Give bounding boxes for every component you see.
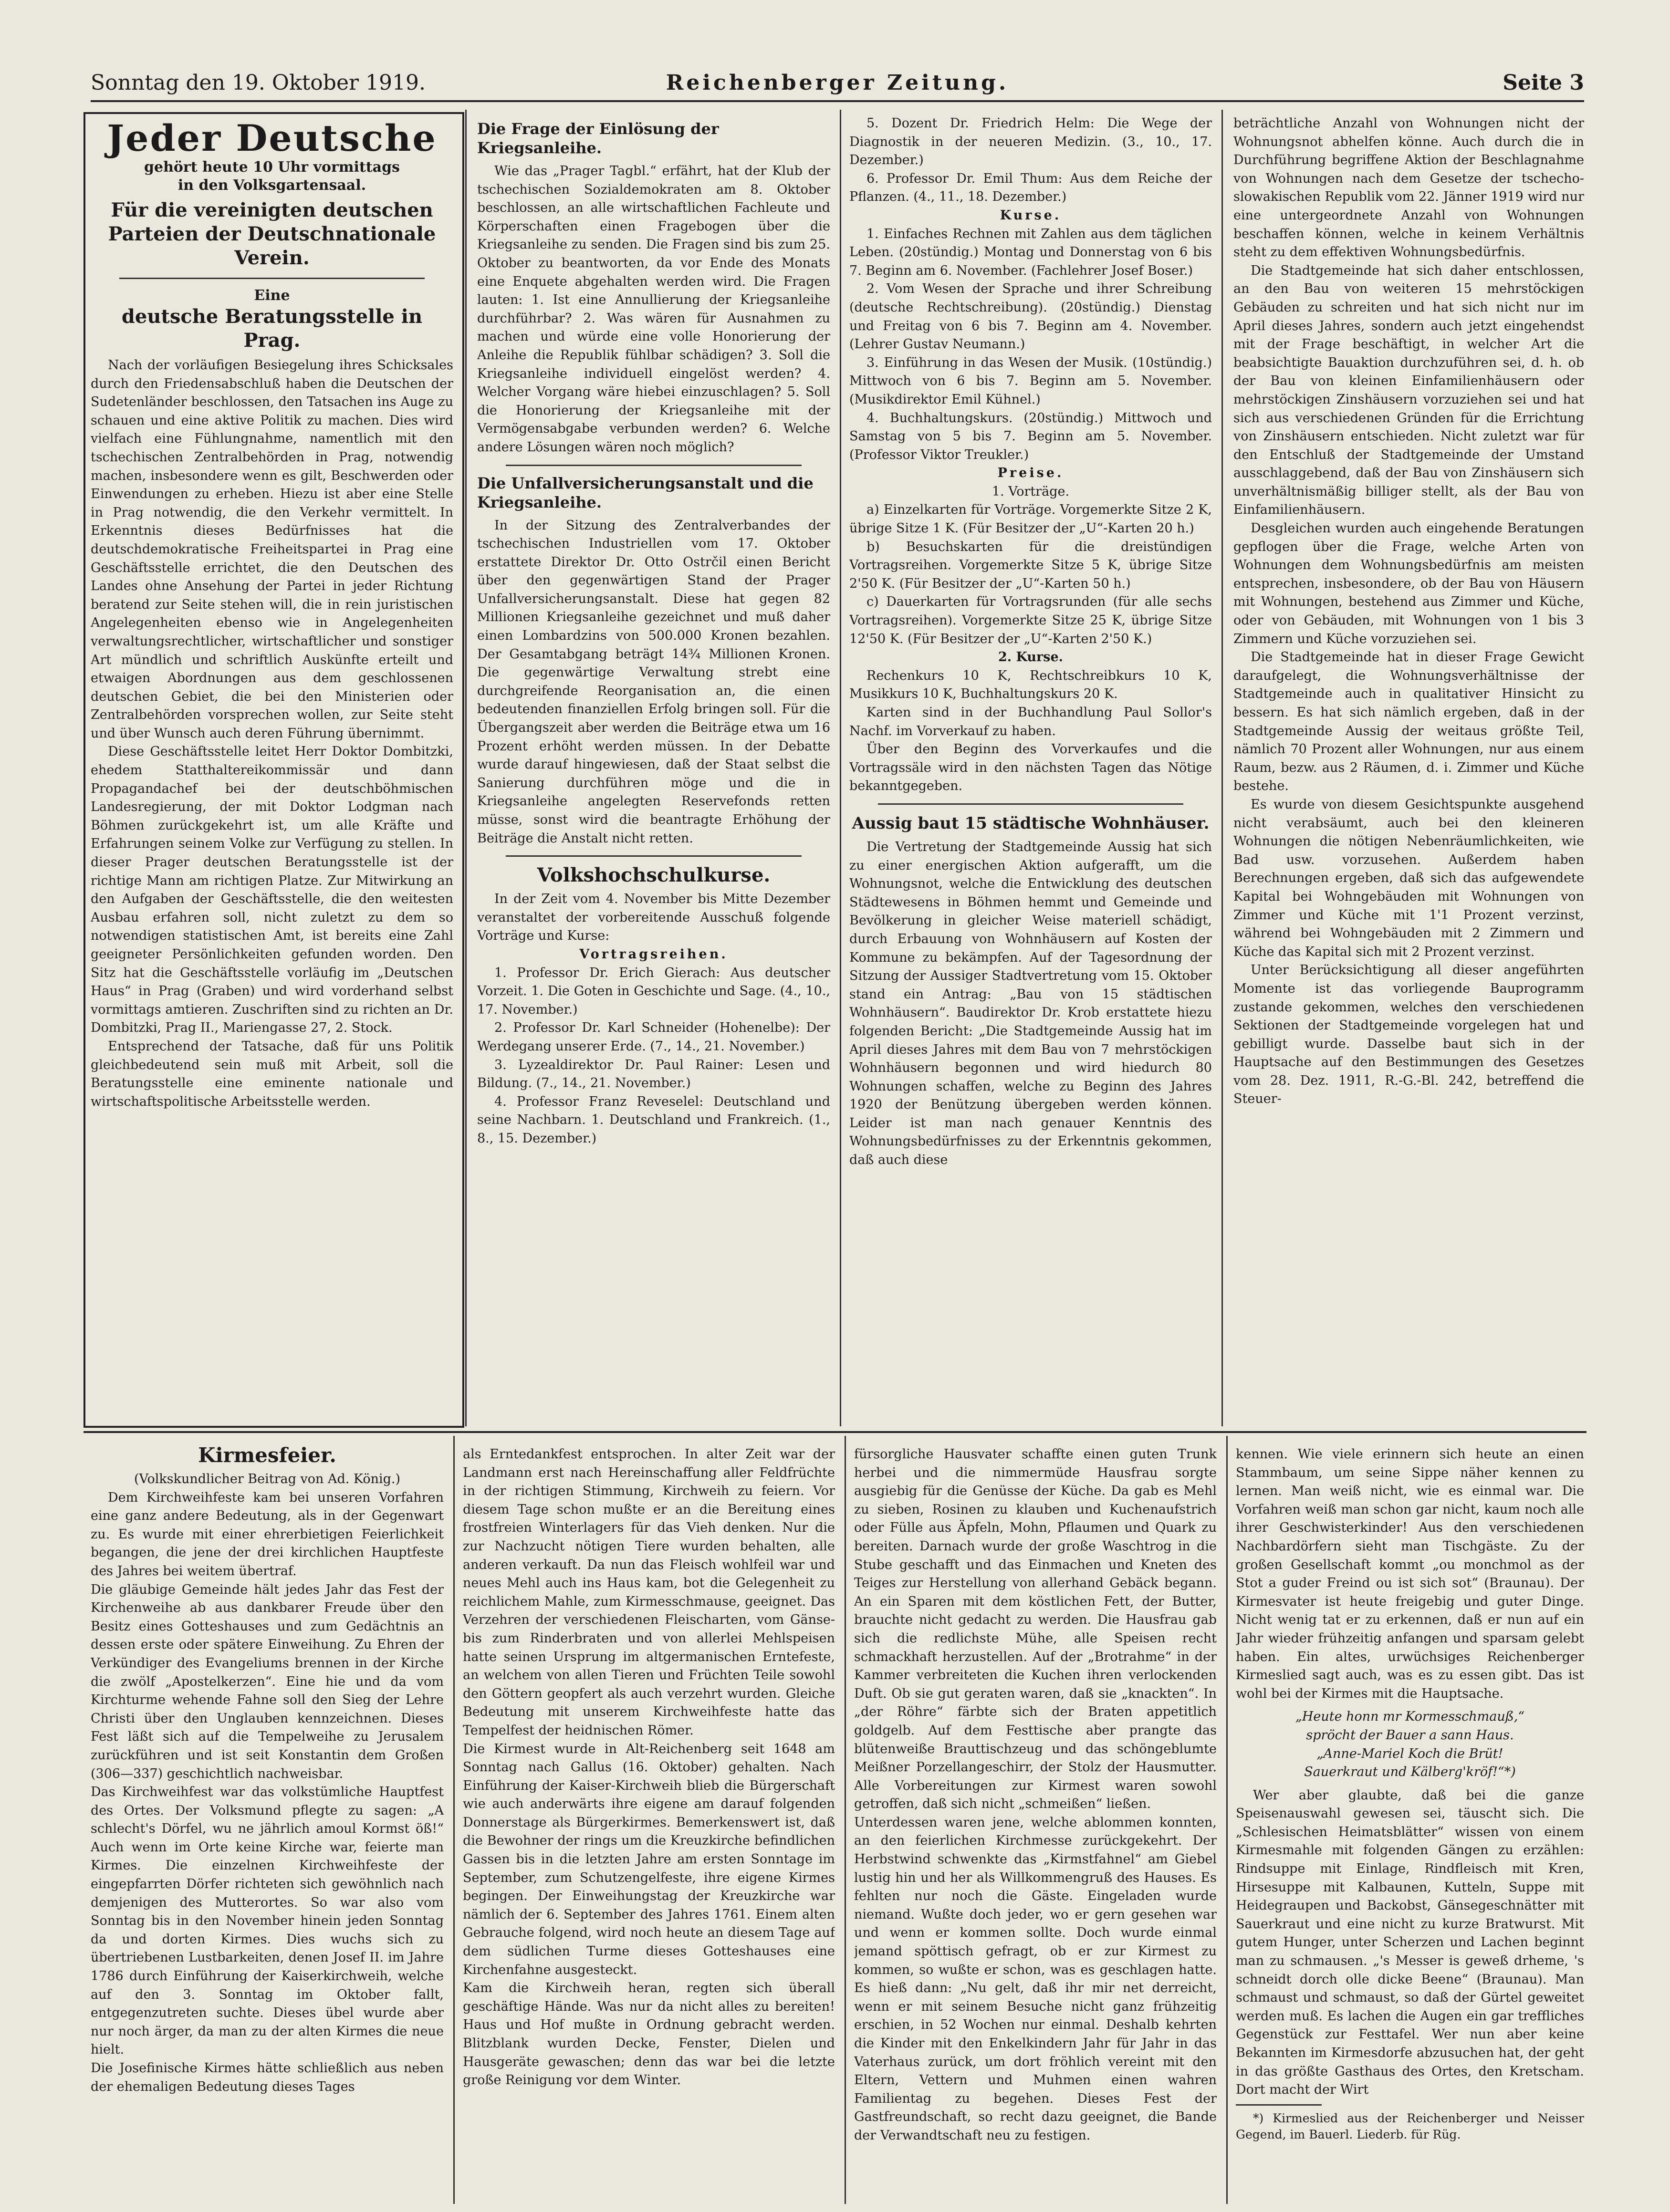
paragraph: als Erntedankfest entsprochen. In alter Zeit war der Landmann erst nach Hereinschaffung aller Feldfrüchte in der richtigen Stimmung, Kirchweih zu feiern. Vor diesem Tage schon mußte er an die Bereitung eines frostfreien Winterlagers für das Vieh denken. Nur die zur Nachzucht nötigen Tiere wurden behalten, alle anderen verkauft. Da nun das Fleisch wohlfeil war und neues Mehl auch ins Haus kam, bot die Gelegenheit zu reichlichem Mahle, zum Kirmesschmause, geeignet. Das Verzehren der verschiedenen Fleischarten, vom Gänse- bis zum Rinderbraten und von allerlei Mehlspeisen hatte seinen Ursprung im altgermanischen Erntefeste, an welchem von allen Tieren und Früchten Teile sowohl den Göttern geopfert als auch verzehrt wurden. Gleiche Bedeutung mit unserem Kirchweihfeste hatte das Tempelfest der heidnischen Römer. Die Kirmest wurde in Alt-Reichenberg seit 1648 am Sonntag nach Gallus (16. Oktober) gehalten. Nach Einführung der Kaiser-Kirchweih blieb die Bürgerschaft wie auch anderwärts ihre eigene am darauf folgenden Donnerstage als Bürgerkirmes. Bemerkenswert ist, daß die Bewohner der rings um die Kreuzkirche befindlichen Gassen bis in die letzten Jahre am ersten Sonntage im September, zum Schutzengelfeste, ihre eigene Kirmes begingen. Der Einweihungstag der Kreuzkirche war nämlich der 6. September des Jahres 1761. Einem alten Gebrauche folgend, wird noch heute an diesem Tage auf dem südlichen Turme dieses Gotteshauses eine Kirchenfahne ausgesteckt. Kam die Kirchweih heran, regten sich überall geschäftige Hände. Was nur da nicht alles zu bereiten! Haus und Hof mußte in Ordnung gebracht werden. Blitzblank wurden Decke, Fenster, Dielen und Hausgeräte gewaschen; denn das war bei die letzte große Reinigung vor dem Winter. <box>463 1447 835 2088</box>
column-divider <box>840 110 841 1426</box>
list-item: 3. Einführung in das Wesen der Musik. (10stündig.) Mittwoch von 6 bis 7. Beginn am 5. November. (Musikdirektor Emil Kühnel.) <box>849 355 1212 407</box>
paragraph: Es wurde von diesem Gesichtspunkte ausgehend nicht verabsäumt, auch bei den kleineren Wohnungen die nötigen Nebenräumlichkeiten, wie Bad usw. vorzusehen. Außerdem haben Berechnungen ergeben, daß sich das aufgewendete Kapital bei Wohngebäuden mit Wohnungen von Zimmer und Küche mit 1'1 Prozent verzinst, während bei Wohngebäuden mit 2 Zimmern und Küche das Kapital sich mit 2 Prozent verzinst. <box>1233 797 1584 959</box>
jeder-deutsche-title: Jeder Deutsche <box>107 118 437 159</box>
section-divider <box>84 1431 1586 1433</box>
headline-unfallversicherung: Die Unfallversicherungsanstalt und die Kriegsanleihe. <box>477 474 814 511</box>
subhead-kurse: Kurse. <box>1000 208 1062 223</box>
paragraph: Die Vertretung der Stadtgemeinde Aussig hat sich zu einer energischen Aktion aufgerafft, um die Wohnungsnot, welche die Entwicklung des deutschen Städtewesens in Böhmen hemmt und Gemeinde und Bevölkerung in gleicher Weise materiell schädigt, durch Erbauung von Wohnhäusern auf Kosten der Kommune zu bekämpfen. Auf der Tagesordnung der Sitzung der Aussiger Stadtvertretung vom 15. Oktober stand ein Antrag: „Bau von 15 städtischen Wohnhäusern“. Baudirektor Dr. Krob erstattete hiezu folgenden Bericht: „Die Stadtgemeinde Aussig hat im April dieses Jahres mit dem Bau von 7 mehrstöckigen Wohnhäusern begonnen und wird hiedurch 80 Wohnungen schaffen, welche zu Beginn des Jahres 1920 der Benützung übergeben werden können. Leider ist man nach genauer Kenntnis des Wohnungsbedürfnisses zu der Erkenntnis gekommen, daß auch diese <box>849 839 1212 1168</box>
announcement-organizer: Für die vereinigten deutschen Parteien der Deutschnationale Verein. <box>108 199 436 269</box>
paragraph: Rechenkurs 10 K, Rechtschreibkurs 10 K, Musikkurs 10 K, Buchhaltungskurs 20 K. <box>849 668 1212 702</box>
list-item: 4. Buchhaltungskurs. (20stündig.) Mittwoch und Samstag von 5 bis 7. Beginn am 5. November. (Professor Viktor Treukler.) <box>849 410 1212 462</box>
column-1 <box>91 118 453 1421</box>
list-item: 1. Einfaches Rechnen mit Zahlen aus dem täglichen Leben. (20stündig.) Montag und Donnerstag von 6 bis 7. Beginn am 6. November. (Fachlehrer Josef Boser.) <box>849 226 1212 278</box>
paragraph: Wie das „Prager Tagbl.“ erfährt, hat der Klub der tschechischen Sozialdemokraten am 8. Oktober beschlossen, an alle wirtschaftlichen Fachleute und Körperschaften einen Fragebogen über die Kriegsanleihe zu senden. Die Fragen sind bis zum 25. Oktober zu beantworten, da vor Ende des Monats eine Enquete abgehalten werden wird. Die Fragen lauten: 1. Ist eine Annullierung der Kriegsanleihe durchführbar? 2. Was wären für Ausnahmen zu machen und würde eine volle Honorierung der Anleihe die Republik fühlbar schädigen? 3. Soll die Kriegsanleihe individuell eingelöst werden? 4. Welcher Vorgang wäre hiebei einzuschlagen? 5. Soll die Honorierung der Kriegsanleihe mit der Vermögensabgabe verbunden werden? 6. Welche andere Lösungen wären noch möglich? <box>477 164 830 455</box>
paragraph: Wer aber glaubte, daß bei die ganze Speisenauswahl gewesen sei, täuscht sich. Die „Schlesischen Heimatsblätter“ wissen von einem Kirmesmahle mit folgenden Gängen zu erzählen: Rindsuppe mit Einlage, Rindfleisch mit Kren, Hirsesuppe mit Kalbaunen, Kutteln, Suppe mit Heidegraupen und Backobst, Gänsegeschnätter mit Sauerkraut und eine nicht zu kurze Bratwurst. Mit gutem Hunger, unter Scherzen und Lachen beginnt man zu schmausen. „'s Messer is geweß drheme, 's schneidt dorch olle dicke Beene“ (Braunau). Man schmaust und schmaust, so daß der Gürtel geweitet werden muß. Es lachen die Augen ein gar treffliches Gegenstück zur Festtafel. Wer nun aber keine Bekannten im Kirmesdorfe abzusuchen hat, der geht in das größte Gasthaus des Ortes, den Kretscham. Dort macht der Wirt <box>1236 1787 1584 2098</box>
headline-kriegsanleihe: Die Frage der Einlösung der Kriegsanleihe. <box>477 120 719 157</box>
newspaper-title: Reichenberger Zeitung. <box>666 71 1009 95</box>
list-item: 2. Professor Dr. Karl Schneider (Hohenelbe): Der Werdegang unserer Erde. (7., 14., 21. November.) <box>477 1020 830 1054</box>
paragraph: In der Zeit vom 4. November bis Mitte Dezember veranstaltet der vorbereitende Ausschuß folgende Vorträge und Kurse: <box>477 892 830 944</box>
column-3 <box>849 114 1212 1426</box>
paragraph: Unter Berücksichtigung all dieser angeführten Momente ist das vorliegende Bauprogramm zustande gekommen, welches den verschiedenen Sektionen der Stadtgemeinde vorgelegen hat und gebilligt wurde. Dasselbe baut sich in der Hauptsache auf den Bestimmungen des Gesetzes vom 28. Dez. 1911, R.-G.-Bl. 242, betreffend die Steuer- <box>1233 963 1584 1107</box>
column-divider <box>453 1436 455 2204</box>
kirmes-verse: „Heute honn mr Kormesschmauß,“ spröcht der Bauer a sann Haus. „Anne-Mariel Koch die Brüt! Sauerkraut und Kälberg'kröf!“*) <box>1295 1709 1525 1780</box>
list-item: 6. Professor Dr. Emil Thum: Aus dem Reiche der Pflanzen. (4., 11., 18. Dezember.) <box>849 171 1212 205</box>
list-item: c) Dauerkarten für Vortragsrunden (für alle sechs Vortragsreihen). Vorgemerkte Sitze 25 K, übrige Sitze 12'50 K. (Für Besitzer der „U“-Karten 2'50 K.) <box>849 594 1212 646</box>
column-4 <box>1233 114 1584 1426</box>
kirmes-column-4 <box>1236 1445 1584 2199</box>
paragraph: Entsprechend der Tatsache, daß für uns Politik gleichbedeutend sein muß mit Arbeit, soll die Beratungsstelle eine eminente nationale und wirtschaftspolitische Arbeitsstelle werden. <box>91 1038 453 1109</box>
paragraph: Die Stadtgemeinde hat in dieser Frage Gewicht daraufgelegt, die Wohnungsverhältnisse der Stadtgemeinde auch in qualitativer Hinsicht zu bessern. Es hat sich nämlich ergeben, daß in der Stadtgemeinde Aussig der weitaus größte Teil, nämlich 70 Prozent aller Wohnungen, nur aus einem Raum, bezw. aus 2 Räumen, d. i. Zimmer und Küche bestehe. <box>1233 650 1584 794</box>
subhead-kurse-preise: 2. Kurse. <box>998 650 1064 665</box>
kirmes-column-2 <box>463 1445 835 2199</box>
column-divider <box>1221 110 1223 1426</box>
paragraph: In der Sitzung des Zentralverbandes der tschechischen Industriellen vom 17. Oktober erstattete Direktor Dr. Otto Ostrčil einen Bericht über den gegenwärtigen Stand der Prager Unfallversicherungsanstalt. Diese hat gegen 82 Millionen Kriegsanleihe gezeichnet und muß daher einen Lombardzins von 500.000 Kronen bezahlen. Der Gesamtabgang beträgt 14¾ Millionen Kronen. Die gegenwärtige Verwaltung strebt eine durchgreifende Reorganisation an, die einen bedeutenden finanziellen Erfolg bringen soll. Für die Übergangszeit aber werden die Beiträge etwa um 16 Prozent erhöht werden müssen. In der Debatte wurde darauf hingewiesen, daß der Staat selbst die Sanierung durchführen möge und die in Kriegsanleihe angelegten Reservefonds retten müsse, sonst wird die beantragte Erhöhung der Beiträge die Anstalt nicht retten. <box>477 518 830 846</box>
issue-date: Sonntag den 19. Oktober 1919. <box>91 71 426 95</box>
list-item: b) Besuchskarten für die dreistündigen Vortragsreihen. Vorgemerkte Sitze 5 K, übrige Sitze 2'50 K. (Für Besitzer der „U“-Karten 50 h.) <box>849 539 1212 591</box>
list-item: 5. Dozent Dr. Friedrich Helm: Die Wege der Diagnostik in der neueren Medizin. (3., 10., 17. Dezember.) <box>849 116 1212 168</box>
article-headline-beratungsstelle: deutsche Beratungsstelle in Prag. <box>121 305 423 352</box>
column-divider <box>845 1436 846 2204</box>
column-divider <box>465 110 467 1426</box>
list-item: 2. Vom Wesen der Sprache und ihrer Schreibung (deutsche Rechtschreibung). (20stündig.) Dienstag und Freitag von 6 bis 7. Beginn am 4. November. (Lehrer Gustav Neumann.) <box>849 281 1212 352</box>
kirmes-column-3 <box>854 1445 1217 2199</box>
list-item: 3. Lyzealdirektor Dr. Paul Rainer: Lesen und Bildung. (7., 14., 21. November.) <box>477 1057 830 1091</box>
headline-volkshochschulkurse: Volkshochschulkurse. <box>537 864 771 887</box>
paragraph: beträchtliche Anzahl von Wohnungen nicht der Wohnungsnot abhelfen könne. Auch durch die in Durchführung begriffene Aktion der Beschlagnahme von Wohnungen nach dem Gesetze der tschecho-slowakischen Republik vom 22. Jänner 1919 wird nur eine untergeordnete Anzahl von Wohnungen beschaffen können, welche in keinem Verhältnis steht zu dem effektiven Wohnungsbedürfnis. <box>1233 116 1584 260</box>
paragraph: Dem Kirchweihfeste kam bei unseren Vorfahren eine ganz andere Bedeutung, als in der Gegenwart zu. Es wurde mit einer ehrerbietigen Feierlichkeit begangen, die jene der drei kirchlichen Hauptfeste des Jahres bei weitem übertraf. Die gläubige Gemeinde hält jedes Jahr das Fest der Kirchenweihe ab aus dankbarer Freude über den Besitz eines Gotteshauses und zum Gedächtnis an dessen erste oder spätere Einweihung. Zu Ehren der Verkündiger des Evangeliums brennen in der Kirche die zwölf „Apostelkerzen“. Eine hie und da vom Kirchturme wehende Fahne soll den Sieg der Lehre Christi über den Unglauben kennzeichnen. Dieses Fest läßt sich auf die Tempelweihe zu Jerusalem zurückführen und ist seit Konstantin dem Großen (306—337) geschichtlich nachweisbar. Das Kirchweihfest war das volkstümliche Hauptfest des Ortes. Der Volksmund pflegte zu sagen: „A schlecht's Dörfel, wu ne jährlich amoul Kormst öß!“ Auch wenn im Orte keine Kirche war, feierte man Kirmes. Die einzelnen Kirchweihfeste der eingepfarrten Dörfer richteten sich gewöhnlich nach demjenigen des Mutterortes. So war also vom Sonntag bis in den November hinein jeden Sonntag da und dorten Kirmes. Dies wuchs sich zu übertriebenen Lustbarkeiten, denen Josef II. im Jahre 1786 durch Einführung der Kaiserkirchweih, welche auf den 3. Sonntag im Oktober fallt, entgegenzutreten suchte. Dieses übel wurde aber nur noch ärger, da man zu der alten Kirmes die neue hielt. Die Josefinische Kirmes hätte schließlich aus neben der ehemaligen Bedeutung dieses Tages <box>91 1490 444 2094</box>
paragraph: Diese Geschäftsstelle leitet Herr Doktor Dombitzki, ehedem Statthaltereikommissär und dann Propagandachef bei der deutschböhmischen Landesregierung, der mit Doktor Lodgman nach Böhmen zurückgekehrt ist, um alle Kräfte und Erfahrungen seinem Volke zur Verfügung zu stellen. In dieser Prager deutschen Beratungsstelle ist der richtige Mann am richtigen Platze. Zur Mitwirkung an den Aufgaben der Geschäftsstelle, die den weitesten Ausbau erfahren soll, nicht zuletzt zu dem so notwendigen statistischen Amt, ist bereits eine Zahl geeigneter Persönlichkeiten gefunden worden. Den Sitz hat die Geschäftsstelle vorläufig im „Deutschen Haus“ in Prag (Graben) und wird vorderhand selbst vormittags amtieren. Zuschriften sind zu richten an Dr. Dombitzki, Prag II., Mariengasse 27, 2. Stock. <box>91 744 453 1036</box>
list-item: a) Einzelkarten für Vorträge. Vorgemerkte Sitze 2 K, übrige Sitze 1 K. (Für Besitzer der „U“-Karten 20 h.) <box>849 502 1212 536</box>
headline-kirmesfeier: Kirmesfeier. <box>198 1445 336 1467</box>
list-item: 1. Professor Dr. Erich Gierach: Aus deutscher Vorzeit. 1. Die Goten in Geschichte und Sage. (4., 10., 17. November.) <box>477 965 830 1017</box>
announcement-place: in den Volksgartensaal. <box>177 177 366 194</box>
paragraph: Karten sind in der Buchhandlung Paul Sollor's Nachf. im Vorverkauf zu haben. <box>849 705 1212 738</box>
paragraph: fürsorgliche Hausvater schaffte einen guten Trunk herbei und die nimmermüde Hausfrau sorgte ausgiebig für die Genüsse der Küche. Da gab es Mehl zu sieben, Rosinen zu klauben und Kuchenaufstrich oder Fülle aus Äpfeln, Mohn, Pflaumen und Quark zu bereiten. Darnach wurde der große Waschtrog in die Stube geschafft und das Einmachen und Kneten des Teiges zur Herstellung von allerhand Gebäck begann. An ein Sparen mit dem köstlichen Fett, der Butter, brauchte nicht gedacht zu werden. Die Hausfrau gab sich die redlichste Mühe, alle Speisen recht schmackhaft herzustellen. Auf der „Brotrahme“ in der Kammer verbreiteten die Kuchen ihren verlockenden Duft. Ob sie gut geraten waren, daß sie „knackten“. In „der Röhre“ färbte sich der Braten appetitlich goldgelb. Auf dem Festtische aber prangte das blütenweiße Brauttischzeug und das schöngeblumte Meißner Porzellangeschirr, der Stolz der Hausmutter. Alle Vorbereitungen zur Kirmest waren sowohl getroffen, daß sich nicht „schmeißen“ ließen. Unterdessen waren jene, welche ablommen konnten, an den feierlichen Kirchmesse zurückgekehrt. Der Herbstwind schwenkte das „Kirmstfahnel“ am Giebel lustig hin und her als Willkommengruß des Hauses. Es fehlten nur noch die Gäste. Eingeladen wurde niemand. Wußte doch jeder, wo er gern gesehen war und wenn er kommen sollte. Doch wurde einmal jemand spöttisch gefragt, ob er zur Kirmest zu kommen, so wußte er schon, was es geschlagen hatte. Es hieß dann: „Nu gelt, daß ihr mir net derreicht, wenn er mit seinem Besuche nicht ganz frühzeitig erschien, in 52 Wochen nur einmal. Deshalb kehrten die Kinder mit den Enkelkindern Jahr für Jahr in das Vaterhaus zurück, um dort fröhlich vereint mit den Eltern, Vettern und Muhmen einen wahren Familientag zu begehen. Dieses Fest der Gastfreundschaft, so recht dazu geeignet, die Bande der Verwandtschaft neu zu festigen. <box>854 1447 1217 2143</box>
headline-aussig: Aussig baut 15 städtische Wohnhäuser. <box>852 813 1210 833</box>
article-kicker: Eine <box>254 287 290 304</box>
announcement-time: gehört heute 10 Uhr vormittags <box>144 159 400 176</box>
paragraph: kennen. Wie viele erinnern sich heute an einen Stammbaum, um seine Sippe näher kennen zu lernen. Man weiß nicht, wie es einmal war. Die Vorfahren weiß man schon gar nicht, kaum noch alle ihrer Geschwisterkinder! Aus den verschiedenen Nachbardörfern sieht man Tischgäste. Zu der großen Gesellschaft kommt „ou monchmol as der Stot a guder Freind ou ist sich sot“ (Braunau). Der Kirmesvater ist heute freigebig und guter Dinge. Nicht wenig tat er zu erkennen, daß er nun auf ein Jahr wieder frühzeitig anfangen und sparsam gelebt haben. Ein altes, urwüchsiges Reichenberger Kirmeslied sagt auch, was es zu essen gibt. Das ist wohl bei der Kirmes mit die Hauptsache. <box>1236 1447 1584 1701</box>
paragraph: Desgleichen wurden auch eingehende Beratungen gepflogen über die Frage, welche Arten von Wohnungen dem Wohnungsbedürfnis am meisten entsprechen, insbesondere, ob der Bau von Häusern mit Wohnungen, bestehend aus Zimmer und Küche, oder von Gebäuden, mit Wohnungen von 1 bis 3 Zimmern und Küche vorzuziehen sei. <box>1233 521 1584 646</box>
subhead-preise: Preise. <box>997 466 1064 481</box>
paragraph: Über den Beginn des Vorverkaufes und die Vortragssäle wird in den nächsten Tagen das Nötige bekanntgegeben. <box>849 742 1212 794</box>
column-divider <box>1226 1436 1228 2204</box>
column-2 <box>477 114 830 1426</box>
paragraph: Nach der vorläufigen Besiegelung ihres Schicksales durch den Friedensabschluß haben die Deutschen der Sudetenländer beschlossen, den Tatsachen ins Auge zu schauen und eine aktive Politik zu machen. Dies wird vielfach eine Fühlungnahme, namentlich mit den tschechischen Zentralbehörden in Prag, notwendig machen, insbesondere wenn es gilt, Beschwerden oder Einwendungen zu erheben. Hiezu ist aber eine Stelle in Prag notwendig, die den Verkehr vermittelt. In Erkenntnis dieses Bedürfnisses hat die deutschdemokratische Freiheitspartei in Prag eine Geschäftsstelle errichtet, die den Deutschen des Landes ohne Ansehung der Partei in jeder Richtung beratend zur Seite stehen will, die in rein juristischen Angelegenheiten ebenso wie in Angelegenheiten verwaltungsrechtlicher, wirtschaftlicher und sonstiger Art mündlich und schriftlich Auskünfte erteilt und etwaigen Abordnungen aus dem geschlossenen deutschen Gebiet, die bei den Ministerien oder Zentralbehörden vorsprechen wollen, zur Seite steht und über Wunsch auch deren Führung übernimmt. <box>91 358 453 741</box>
list-item: 4. Professor Franz Reveselel: Deutschland und seine Nachbarn. 1. Deutschland und Frankreich. (1., 8., 15. Dezember.) <box>477 1094 830 1146</box>
kirmes-column-1 <box>91 1445 444 2199</box>
paragraph: Die Stadtgemeinde hat sich daher entschlossen, an den Bau von weiteren 15 mehrstöckigen Gebäuden zu schreiten und hat sich nicht nur im April dieses Jahres, sondern auch jetzt eingehendst mit der Frage beschäftigt, in welcher Art die beabsichtigte Bauaktion durchzuführen sei, d. h. ob der Bau von kleinen Einfamilienhäusern oder mehrstöckigen Zinshäusern vorzuziehen sei und hat sich aus verschiedenen Gründen für die Errichtung von Zinshäusern entschieden. Nicht zuletzt war für den Entschluß der Stadtgemeinde der Umstand ausschlaggebend, daß der Bau von Zinshäusern sich unverhältnismäßig billiger stellt, als der Bau von Einfamilienhäusern. <box>1233 263 1584 518</box>
page-number: Seite 3 <box>1503 71 1584 95</box>
page-header <box>91 67 1584 102</box>
subhead-vortragsreihen: Vortragsreihen. <box>579 946 728 962</box>
subhead-vortraege: 1. Vorträge. <box>992 484 1070 499</box>
kirmes-byline: (Volkskundlicher Beitrag von Ad. König.) <box>134 1472 401 1486</box>
footnote: *) Kirmeslied aus der Reichenberger und Neisser Gegend, im Bauerl. Liederb. für Rüg. <box>1236 2111 1584 2141</box>
